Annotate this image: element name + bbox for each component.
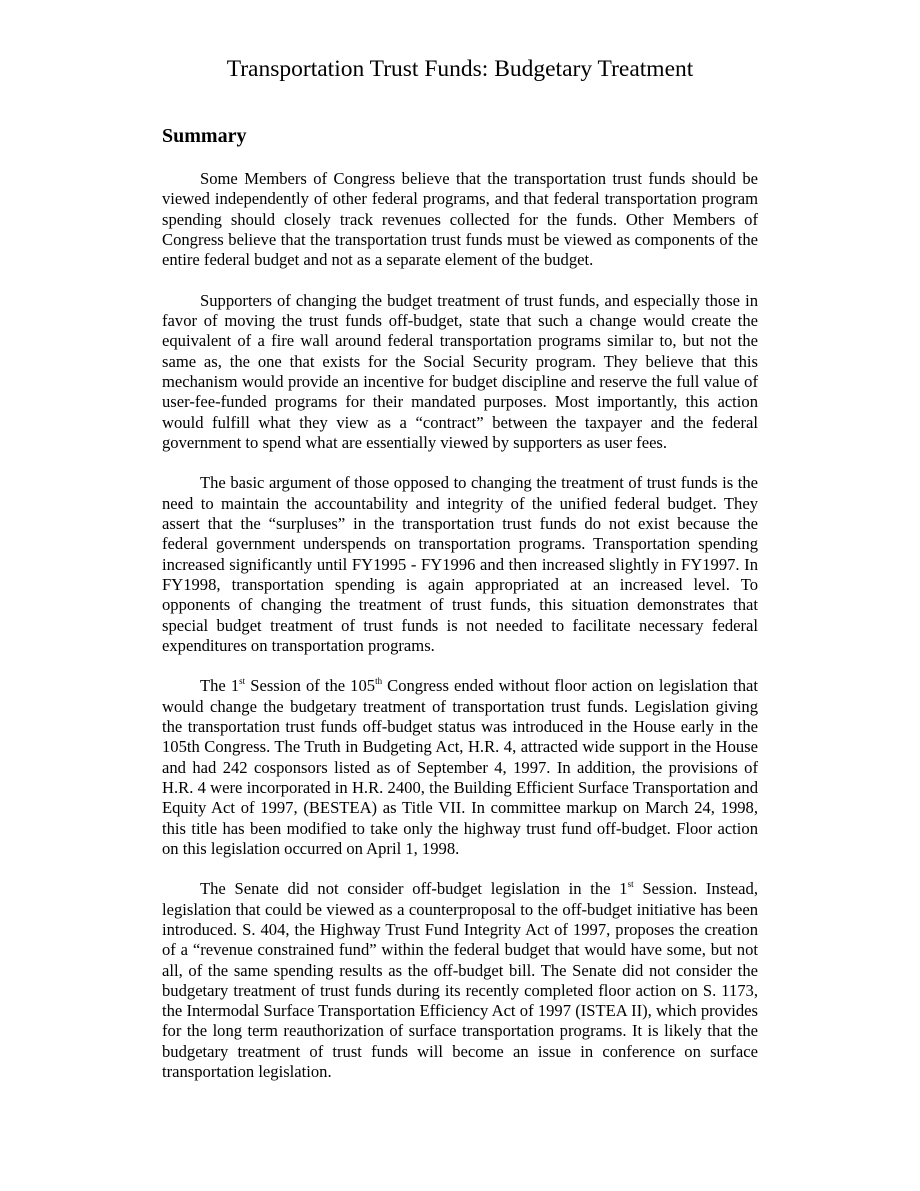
paragraph-4-text-part-1: The 1 xyxy=(200,676,240,696)
summary-body xyxy=(162,169,758,1103)
ordinal-superscript: st xyxy=(627,878,634,889)
paragraph-5-text-part-1: The Senate did not consider off-budget legislation in the 1 xyxy=(200,879,628,899)
paragraph-3-text: The basic argument of those opposed to changing the treatment of trust funds is the need to maintain the accountability and integrity of the unified federal budget. They assert that the “surpluses” in the transportation trust funds do not exist because the federal government underspends on transportation programs. Transportation spending increased significantly until FY1995 - FY1996 and then increased slightly in FY1997. In FY1998, transportation spending is again appropriated at an increased level. To opponents of changing the treatment of trust funds, this situation demonstrates that special budget treatment of trust funds is not needed to facilitate necessary federal expenditures on transportation programs. xyxy=(162,473,758,655)
paragraph-5 xyxy=(162,879,758,1082)
paragraph-4-text-part-2: Session of the 105 xyxy=(245,676,376,696)
paragraph-4-text-part-3: Congress ended without floor action on legislation that would change the budgetary treatment of transportation trust funds. Legislation giving the transportation trust funds off-budget status was introduced in the House early in the 105th Congress. The Truth in Budgeting Act, H.R. 4, attracted wide support in the House and had 242 cosponsors listed as of September 4, 1997. In addition, the provisions of H.R. 4 were incorporated in H.R. 2400, the Building Efficient Surface Transportation and Equity Act of 1997, (BESTEA) as Title VII. In committee markup on March 24, 1998, this title has been modified to take only the highway trust fund off-budget. Floor action on this legislation occurred on April 1, 1998. xyxy=(162,676,758,858)
ordinal-superscript: st xyxy=(239,675,246,686)
paragraph-2-text: Supporters of changing the budget treatment of trust funds, and especially those in favor of moving the trust funds off-budget, state that such a change would create the equivalent of a fire wall around federal transportation programs similar to, but not the same as, the one that exists for the Social Security program. They believe that this mechanism would provide an incentive for budget discipline and reserve the full value of user-fee-funded programs for their mandated purposes. Most importantly, this action would fulfill what they view as a “contract” between the taxpayer and the federal government to spend what are essentially viewed by supporters as user fees. xyxy=(162,290,758,452)
paragraph-1-text: Some Members of Congress believe that the transportation trust funds should be viewed independently of other federal programs, and that federal transportation program spending should closely track revenues collected for the funds. Other Members of Congress believe that the transportation trust funds must be viewed as components of the entire federal budget and not as a separate element of the budget. xyxy=(162,169,758,270)
document-title: Transportation Trust Funds: Budgetary Treatment xyxy=(226,56,694,82)
ordinal-superscript: th xyxy=(375,675,383,686)
paragraph-3 xyxy=(162,473,758,656)
paragraph-2 xyxy=(162,291,758,453)
paragraph-1 xyxy=(162,169,758,270)
paragraph-5-text-part-2: Session. Instead, legislation that could be viewed as a counterproposal to the off-budget initiative has been introduced. S. 404, the Highway Trust Fund Integrity Act of 1997, proposes the creation of a “revenue constrained fund” within the federal budget that would have some, but not all, of the same spending results as the off-budget bill. The Senate did not consider the budgetary treatment of trust funds during its recently completed floor action on S. 1173, the Intermodal Surface Transportation Efficiency Act of 1997 (ISTEA II), which provides for the long term reauthorization of surface transportation programs. It is likely that the budgetary treatment of trust funds will become an issue in conference on surface transportation legislation. xyxy=(162,879,758,1082)
section-heading-summary: Summary xyxy=(162,125,247,147)
paragraph-4 xyxy=(162,676,758,859)
